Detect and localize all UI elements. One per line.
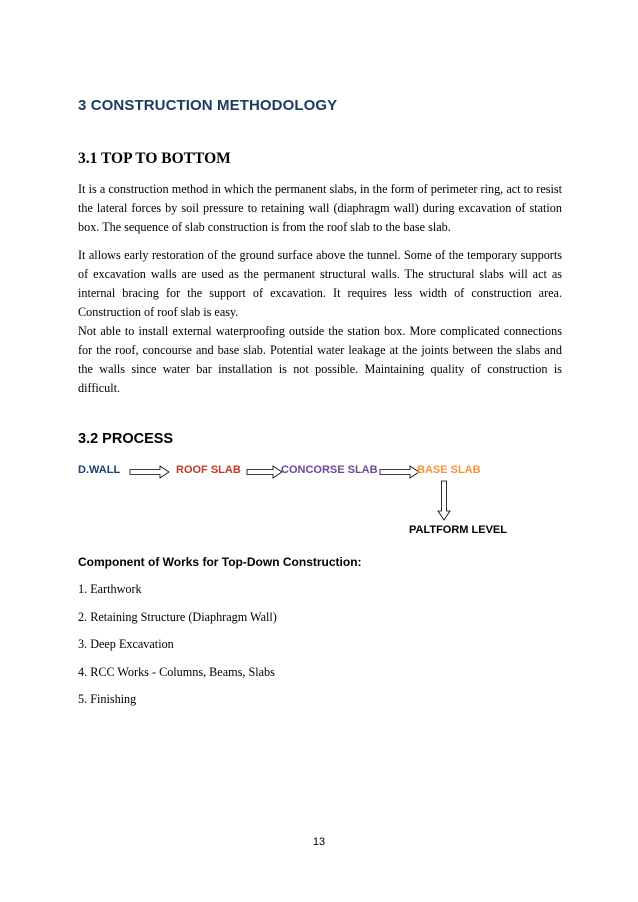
flow-step-dwall: D.WALL: [78, 464, 121, 476]
page-number: 13: [312, 836, 326, 848]
right-arrow-icon: [130, 466, 170, 478]
flow-step-roof-slab: ROOF SLAB: [176, 464, 241, 476]
list-item: 2. Retaining Structure (Diaphragm Wall): [78, 609, 277, 624]
component-works-heading: Component of Works for Top-Down Construction:: [78, 555, 362, 569]
right-arrow-icon: [247, 466, 283, 478]
paragraph-definition: It is a construction method in which the permanent slabs, in the form of perimeter ring, act to resist the lateral forces by soil pressure to retaining wall (diaphragm wall) during excavation of station box. The sequence of slab construction is from the roof slab to the base slab.: [78, 182, 562, 234]
list-item: 3. Deep Excavation: [78, 637, 174, 651]
paragraph-disadvantages: Not able to install external waterproofing outside the station box. More complicated connections for the roof, concourse and base slab. Potential water leakage at the joints between the slabs and the walls since water bar installation is not possible. Maintaining quality of construction is difficult.: [78, 324, 562, 395]
works-list: [78, 576, 277, 714]
list-item: 5. Finishing: [78, 692, 137, 706]
section-title-top-to-bottom: 3.1 TOP TO BOTTOM: [78, 150, 231, 167]
down-arrow-icon: [438, 481, 450, 521]
section-title-process: 3.2 PROCESS: [78, 431, 174, 447]
flow-step-platform-level: PALTFORM LEVEL: [409, 524, 507, 536]
right-arrow-icon: [380, 466, 420, 478]
paragraph-advantages: It allows early restoration of the ground surface above the tunnel. Some of the temporary supports of excavation walls are used as the permanent structural walls. The structural slabs will act as internal bracing for the support of excavation. It requires less width of construction area. Construction of roof slab is easy.: [78, 248, 562, 319]
list-item: 1. Earthwork: [78, 582, 142, 596]
chapter-title: 3 CONSTRUCTION METHODOLOGY: [78, 97, 338, 114]
flow-step-base-slab: BASE SLAB: [417, 464, 481, 476]
list-item: 4. RCC Works - Columns, Beams, Slabs: [78, 664, 275, 679]
flow-step-concourse-slab: CONCORSE SLAB: [281, 464, 378, 476]
